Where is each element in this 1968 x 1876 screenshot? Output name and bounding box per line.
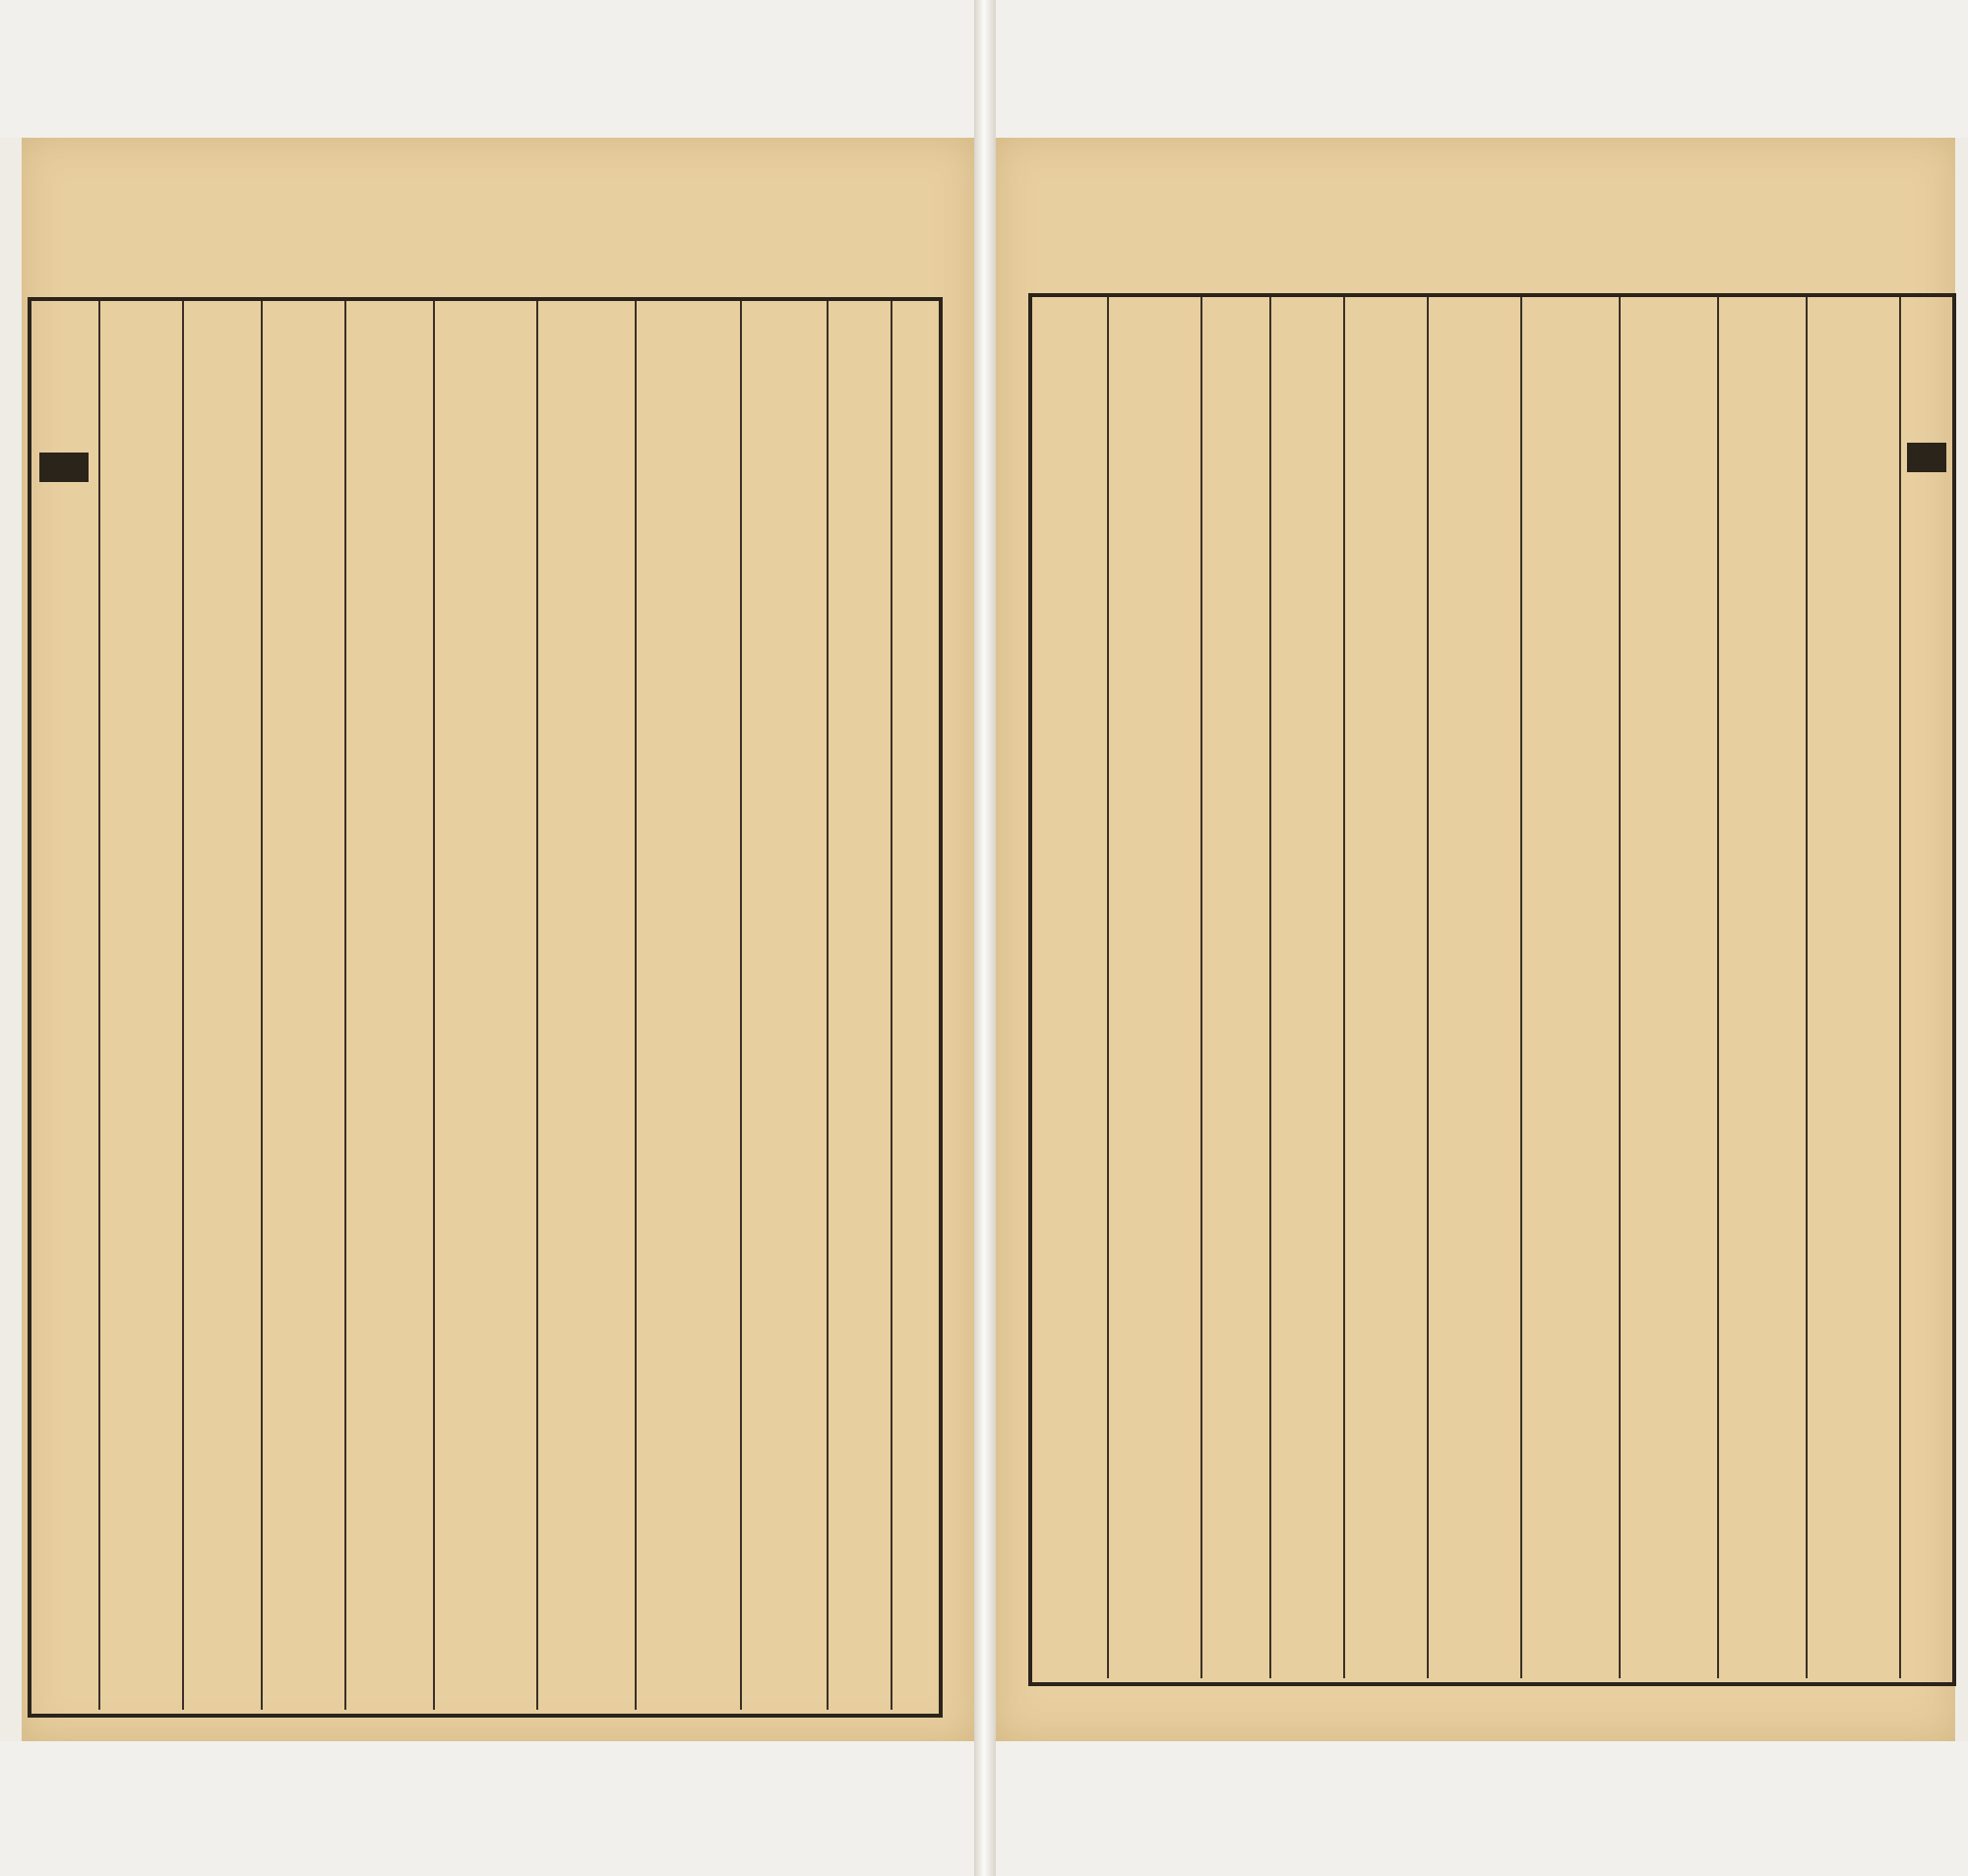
column-rule (182, 301, 184, 1710)
column-rule (635, 301, 637, 1710)
column-rule (1619, 297, 1621, 1678)
column-rule (1200, 297, 1202, 1678)
fishtail-mark (1907, 443, 1946, 472)
column-rule (536, 301, 538, 1710)
center-column-rule (98, 301, 100, 1710)
column-rule (1806, 297, 1808, 1678)
column-rule (1107, 297, 1109, 1678)
column-rule (1269, 297, 1271, 1678)
column-rule (891, 301, 892, 1710)
column-rule (1520, 297, 1522, 1678)
right-page-frame (1028, 293, 1956, 1686)
column-rule (1427, 297, 1429, 1678)
center-column-rule (1899, 297, 1901, 1678)
column-rule (261, 301, 263, 1710)
column-rule (1717, 297, 1719, 1678)
book-gutter (974, 0, 996, 1876)
column-rule (1343, 297, 1345, 1678)
column-rule (344, 301, 346, 1710)
fishtail-mark (39, 453, 89, 482)
left-page-frame (28, 297, 943, 1718)
column-rule (827, 301, 829, 1710)
column-rule (433, 301, 435, 1710)
column-rule (740, 301, 742, 1710)
